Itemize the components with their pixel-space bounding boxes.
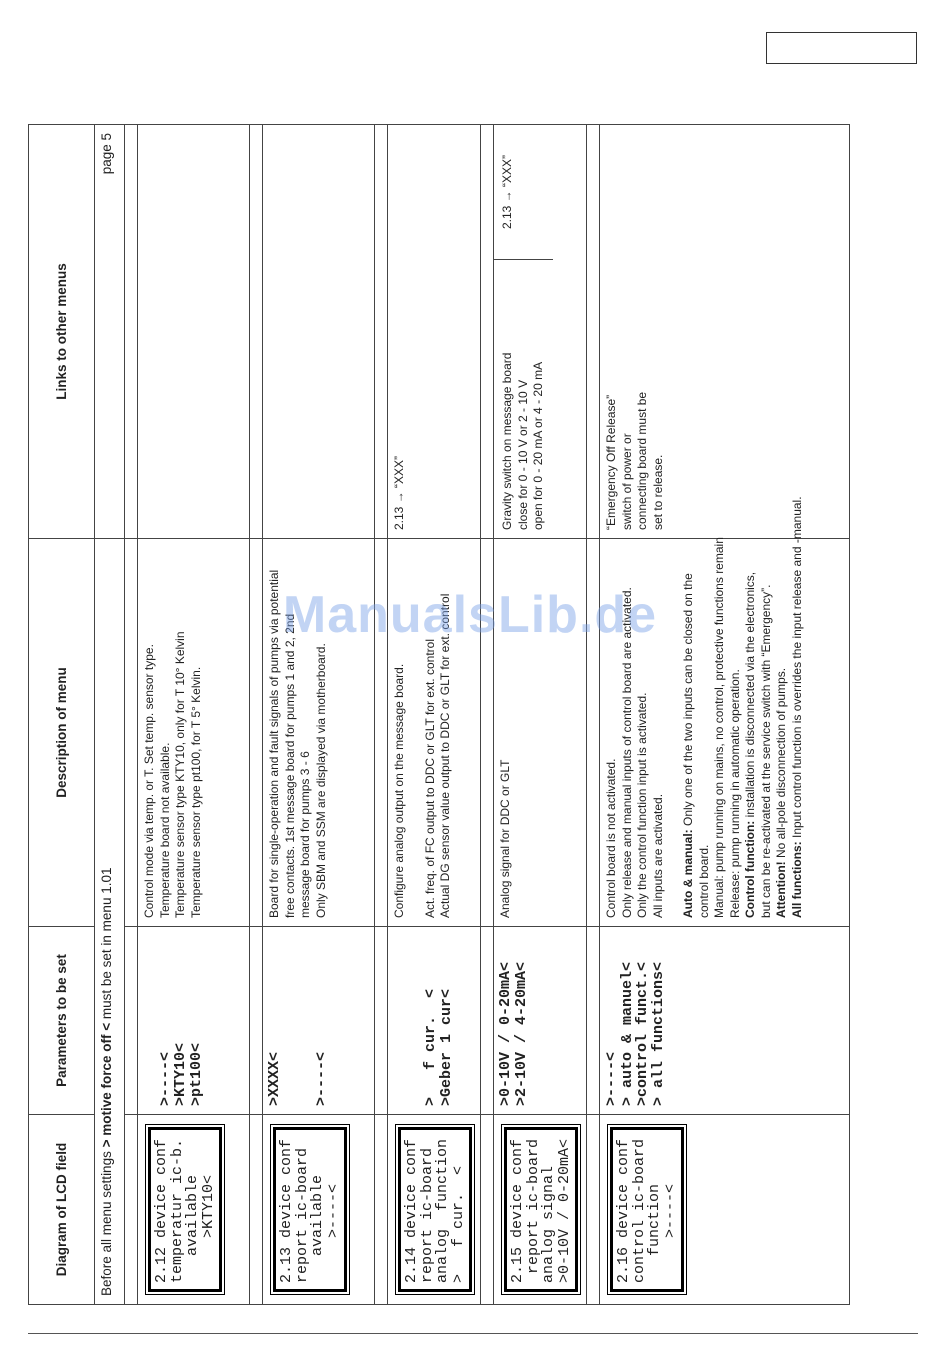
link-cell bbox=[494, 125, 587, 539]
header-params: Parameters to be set bbox=[29, 927, 95, 1115]
desc-line: Release: pump running in automatic operation. bbox=[727, 669, 742, 918]
page-number-box bbox=[766, 32, 917, 64]
table-row bbox=[600, 125, 850, 1305]
link-line: Gravity switch on message board bbox=[500, 352, 514, 530]
desc-line: Manual: pump running on mains, no control, protective functions remain bbox=[712, 537, 726, 918]
prelude-text-a: Before all menu settings bbox=[99, 1147, 114, 1296]
link-line: close for 0 - 10 V or 2 - 10 V bbox=[515, 379, 530, 530]
desc-line: Control board is not activated. bbox=[604, 758, 618, 918]
link-line: connecting board must be bbox=[635, 391, 649, 530]
link-line: “Emergency Off Release” bbox=[604, 394, 618, 530]
table-row bbox=[138, 125, 250, 1305]
table-row bbox=[263, 125, 375, 1305]
desc-line: Act. freq. of FC output to DDC or GLT for ext. control bbox=[422, 639, 437, 918]
prelude-text-b: > motive force off < bbox=[99, 1022, 114, 1148]
lcd-field: 2.13 device conf report ic-board available >----< bbox=[273, 1127, 347, 1292]
desc-line: Only release and manual inputs of control board are activated. bbox=[619, 587, 634, 918]
bottom-rule bbox=[28, 1333, 918, 1334]
link-line: 2.13 → “XXX” bbox=[500, 154, 514, 230]
prelude-text bbox=[95, 539, 125, 1305]
desc-line: Temperature sensor type KTY10, only for T 10° Kelvin bbox=[173, 631, 187, 918]
desc-line: Control function: installation is disconnected via the electronics, bbox=[743, 571, 757, 918]
table-row bbox=[494, 125, 587, 1305]
params-cell: >0-10V / 0-20mA< >2-10V / 4-20mA< bbox=[494, 927, 587, 1115]
prelude-text-c: must be set in menu 1.01 bbox=[99, 867, 114, 1023]
prelude-link: page 5 bbox=[95, 125, 125, 539]
params-cell: >XXXX< >----< bbox=[263, 927, 375, 1115]
desc-line: Only SBM and SSM are displayed via motherboard. bbox=[313, 643, 328, 918]
lcd-field: 2.15 device conf report ic-board analog signal >0-10V / 0-20mA< bbox=[504, 1127, 578, 1292]
link-cell bbox=[600, 125, 850, 539]
params-cell: >----< > auto & manuel< >control funct.< > all functions< bbox=[600, 927, 850, 1115]
desc-line: Configure analog output on the message board. bbox=[392, 663, 406, 918]
prelude-row bbox=[95, 125, 125, 1305]
link-line: switch of power or bbox=[619, 433, 634, 530]
desc-line: Analog signal for DDC or GLT bbox=[498, 759, 512, 918]
menu-table bbox=[28, 124, 850, 1305]
desc-line: Attention! No all-pole disconnection of pumps. bbox=[774, 667, 788, 918]
link-cell bbox=[138, 125, 250, 539]
desc-line: free contacts. 1st message board for pumps 1 and 2, 2nd bbox=[282, 613, 297, 918]
desc-line: Temperature board not available. bbox=[157, 742, 172, 918]
header-desc: Description of menu bbox=[29, 539, 95, 927]
desc-line: All functions: Input control function is overrides the input release and -manual. bbox=[789, 496, 804, 918]
params-cell: > f cur. < >Geber 1 cur< bbox=[388, 927, 481, 1115]
link-line: open for 0 - 20 mA or 4 - 20 mA bbox=[531, 361, 545, 530]
link-line: 2.13 → “XXX” bbox=[392, 455, 406, 530]
desc-line: control board. bbox=[696, 844, 711, 918]
lcd-field: 2.12 device conf temperatur ic-b. available >KTY10< bbox=[148, 1127, 222, 1292]
header-links: Links to other menus bbox=[29, 125, 95, 539]
desc-line: Temperature sensor type pt100, for T 5° Kelvin. bbox=[188, 666, 203, 918]
lcd-field: 2.14 device conf report ic-board analog function > f cur. < bbox=[398, 1127, 472, 1292]
header-lcd: Diagram of LCD field bbox=[29, 1115, 95, 1305]
desc-cell bbox=[138, 539, 250, 927]
link-cell bbox=[263, 125, 375, 539]
watermark: ManualsLib.de bbox=[282, 586, 658, 644]
table-header-row bbox=[29, 125, 95, 1305]
desc-line: Control mode via temp. or T. Set temp. sensor type. bbox=[142, 644, 156, 918]
desc-line: message board for pumps 3 - 6 bbox=[298, 751, 312, 918]
link-line: set to release. bbox=[650, 454, 665, 530]
desc-line: Actual DG sensor value output to DDC or GLT for ext. control bbox=[438, 593, 452, 918]
desc-line: but can be re-activated at the service switch with “Emergency”. bbox=[758, 584, 773, 918]
desc-line: Auto & manual: Only one of the two inputs can be closed on the bbox=[681, 573, 695, 918]
params-cell: >----< >KTY10< >pt100< bbox=[138, 927, 250, 1115]
link-cell bbox=[388, 125, 481, 539]
lcd-field: 2.16 device conf control ic-board function >----< bbox=[610, 1127, 684, 1292]
menu-table-rotated bbox=[28, 125, 820, 1305]
desc-line: Only the control function input is activated. bbox=[635, 692, 649, 918]
desc-line: All inputs are activated. bbox=[650, 793, 665, 918]
table-row bbox=[388, 125, 481, 1305]
desc-line: Board for single-operation and fault signals of pumps via potential bbox=[267, 569, 281, 918]
